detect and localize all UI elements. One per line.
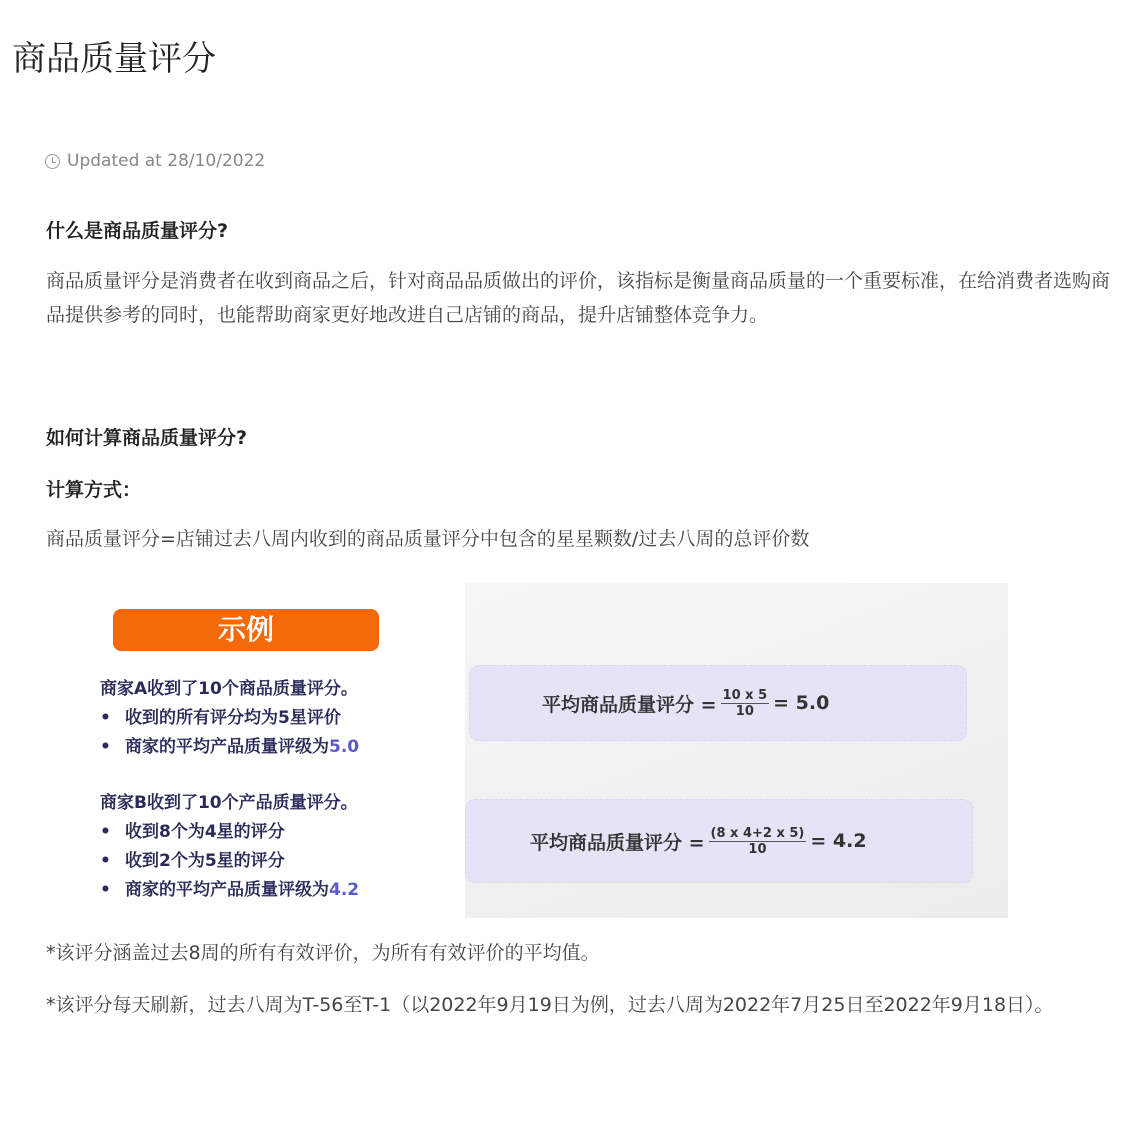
merchant-b-item: 收到2个为5星的评分 xyxy=(125,851,285,871)
updated-text: Updated at 28/10/2022 xyxy=(67,151,266,171)
merchant-a-item: 商家的平均产品质量评级为 xyxy=(125,737,329,757)
updated-info xyxy=(45,151,265,171)
merchant-b-score: 4.2 xyxy=(329,880,360,900)
merchant-b-title: 商家B收到了10个产品质量评分。 xyxy=(100,793,358,813)
formula-result: = 4.2 xyxy=(810,830,867,852)
example-badge: 示例 xyxy=(113,609,379,651)
formula-numerator: (8 x 4+2 x 5) xyxy=(710,825,805,841)
example-right-panel xyxy=(465,583,1008,918)
merchant-a-title: 商家A收到了10个商品质量评分。 xyxy=(100,679,358,699)
formula-denominator: 10 xyxy=(748,841,767,857)
formula-label: 平均商品质量评分 = xyxy=(530,831,705,854)
merchant-b-item: 商家的平均产品质量评级为 xyxy=(125,880,329,900)
clock-icon xyxy=(45,154,60,169)
page-title: 商品质量评分 xyxy=(12,38,216,79)
merchant-b-example: 商家B收到了10个产品质量评分。 • 收到8个为4星的评分 • 收到2个为5星的评分 • 商家的平均产品质量评级为4.2 xyxy=(100,789,359,905)
formula-box-a xyxy=(469,665,967,741)
merchant-a-example: 商家A收到了10个商品质量评分。 • 收到的所有评分均为5星评价 • 商家的平均产品质量评级为5.0 xyxy=(100,675,359,762)
merchant-a-score: 5.0 xyxy=(329,737,360,757)
formula-text: 商品质量评分=店铺过去八周内收到的商品质量评分中包含的星星颗数/过去八周的总评价数 xyxy=(46,528,810,550)
calc-method-label: 计算方式： xyxy=(46,479,142,501)
formula-numerator: 10 x 5 xyxy=(722,687,768,703)
section-heading-how: 如何计算商品质量评分? xyxy=(46,427,248,449)
section-body-what: 商品质量评分是消费者在收到商品之后，针对商品品质做出的评价，该指标是衡量商品质量的一个重要标准，在给消费者选购商品提供参考的同时，也能帮助商家更好地改进自己店铺的商品，提升店铺整体竞争力。 xyxy=(46,270,1111,326)
merchant-a-item: 收到的所有评分均为5星评价 xyxy=(125,708,341,728)
formula-label: 平均商品质量评分 = xyxy=(542,693,717,716)
example-left-panel xyxy=(90,583,465,918)
example-image xyxy=(90,583,1008,918)
formula-denominator: 10 xyxy=(735,703,754,719)
formula-box-b xyxy=(465,799,973,883)
note-1: *该评分涵盖过去8周的所有有效评价，为所有有效评价的平均值。 xyxy=(46,942,600,964)
formula-result: = 5.0 xyxy=(773,692,830,714)
merchant-b-item: 收到8个为4星的评分 xyxy=(125,822,285,842)
section-heading-what: 什么是商品质量评分? xyxy=(46,220,229,242)
note-2: *该评分每天刷新，过去八周为T-56至T-1（以2022年9月19日为例，过去八周为2022年7月25日至2022年9月18日）。 xyxy=(46,994,1054,1016)
